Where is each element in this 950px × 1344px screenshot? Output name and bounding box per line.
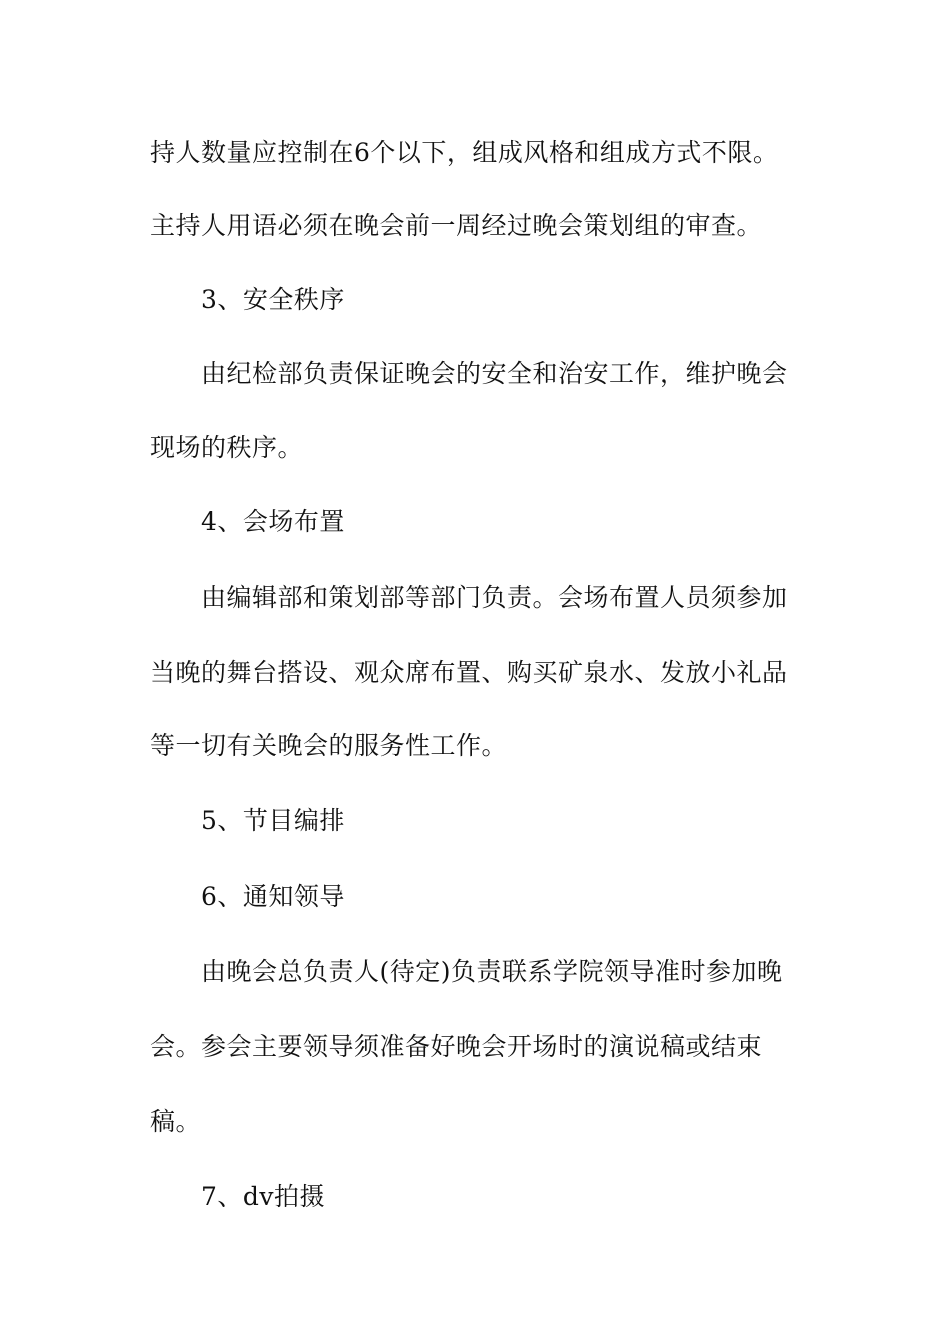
paragraph-line: 由纪检部负责保证晚会的安全和治安工作，维护晚会	[201, 359, 788, 388]
paragraph-line: 稿。	[150, 1107, 202, 1136]
section-heading: 6、通知领导	[201, 882, 345, 911]
paragraph-line: 会。参会主要领导须准备好晚会开场时的演说稿或结束	[150, 1032, 763, 1061]
section-heading: 7、dv拍摄	[201, 1182, 326, 1211]
paragraph-line: 主持人用语必须在晚会前一周经过晚会策划组的审查。	[150, 211, 763, 240]
paragraph-line: 持人数量应控制在6个以下，组成风格和组成方式不限。	[150, 138, 779, 167]
paragraph-line: 当晚的舞台搭设、观众席布置、购买矿泉水、发放小礼品	[150, 658, 788, 687]
paragraph-line: 由编辑部和策划部等部门负责。会场布置人员须参加	[201, 583, 788, 612]
paragraph-line: 等一切有关晚会的服务性工作。	[150, 731, 508, 760]
section-heading: 5、节目编排	[201, 806, 345, 835]
paragraph-line: 由晚会总负责人(待定)负责联系学院领导准时参加晚	[201, 957, 783, 986]
section-heading: 4、会场布置	[201, 507, 345, 536]
paragraph-line: 现场的秩序。	[150, 433, 304, 462]
section-heading: 3、安全秩序	[201, 285, 345, 314]
